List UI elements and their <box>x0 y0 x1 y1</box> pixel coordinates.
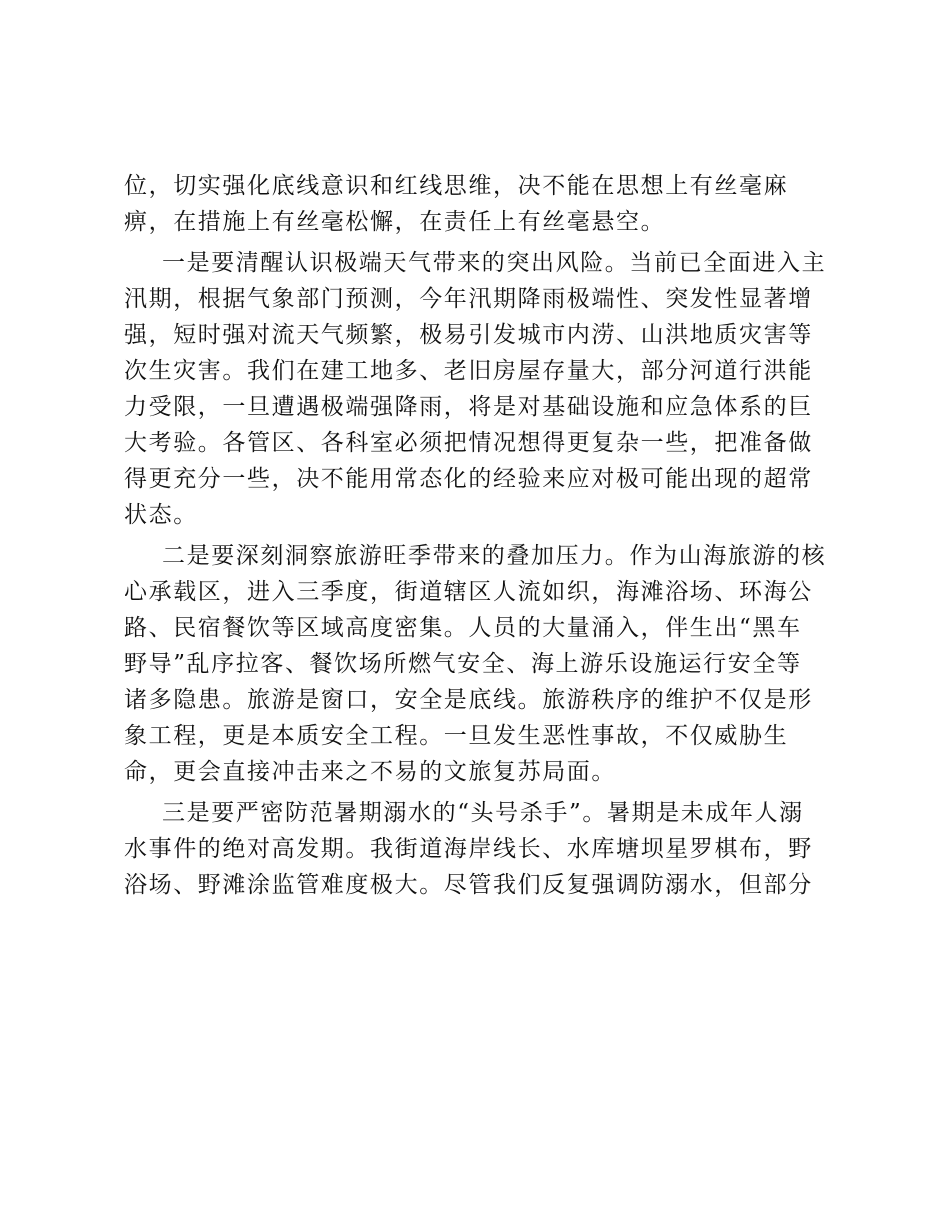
paragraph-line: 浴场、野滩涂监管难度极大。尽管我们反复强调防溺水，但部分 <box>124 872 813 898</box>
paragraph-line: 汛期，根据气象部门预测，今年汛期降雨极端性、突发性显著增 <box>124 286 813 312</box>
paragraph-line: 野导”乱序拉客、餐饮场所燃气安全、海上游乐设施运行安全等 <box>124 651 802 677</box>
paragraph-first-line: 一是要清醒认识极端天气带来的突出风险。当前已全面进入主 <box>162 250 827 276</box>
paragraph-line: 力受限，一旦遭遇极端强降雨，将是对基础设施和应急体系的巨 <box>124 394 813 420</box>
paragraph-first-line: 三是要严密防范暑期溺水的“头号杀手”。暑期是未成年人溺 <box>162 800 804 826</box>
paragraph-first-line: 二是要深刻洞察旅游旺季带来的叠加压力。作为山海旅游的核 <box>162 543 827 569</box>
paragraph-line: 次生灾害。我们在建工地多、老旧房屋存量大，部分河道行洪能 <box>124 358 813 384</box>
document-body <box>124 168 844 903</box>
paragraph-line: 位，切实强化底线意识和红线思维，决不能在思想上有丝毫麻 <box>124 173 789 199</box>
paragraph-line: 诸多隐患。旅游是窗口，安全是底线。旅游秩序的维护不仅是形 <box>124 687 813 713</box>
paragraph-line: 得更充分一些，决不能用常态化的经验来应对极可能出现的超常 <box>124 466 813 492</box>
paragraph-line: 状态。 <box>124 502 198 528</box>
paragraph-line: 强，短时强对流天气频繁，极易引发城市内涝、山洪地质灾害等 <box>124 322 813 348</box>
paragraph-line: 路、民宿餐饮等区域高度密集。人员的大量涌入，伴生出“黑车 <box>124 615 802 641</box>
paragraph-line: 象工程，更是本质安全工程。一旦发生恶性事故，不仅威胁生 <box>124 723 789 749</box>
paragraph-line: 命，更会直接冲击来之不易的文旅复苏局面。 <box>124 759 616 785</box>
paragraph-line: 大考验。各管区、各科室必须把情况想得更复杂一些，把准备做 <box>124 430 813 456</box>
paragraph-line: 痹，在措施上有丝毫松懈，在责任上有丝毫悬空。 <box>124 209 666 235</box>
paragraph-line: 水事件的绝对高发期。我街道海岸线长、水库塘坝星罗棋布，野 <box>124 836 813 862</box>
paragraph-line: 心承载区，进入三季度，街道辖区人流如织，海滩浴场、环海公 <box>124 579 813 605</box>
